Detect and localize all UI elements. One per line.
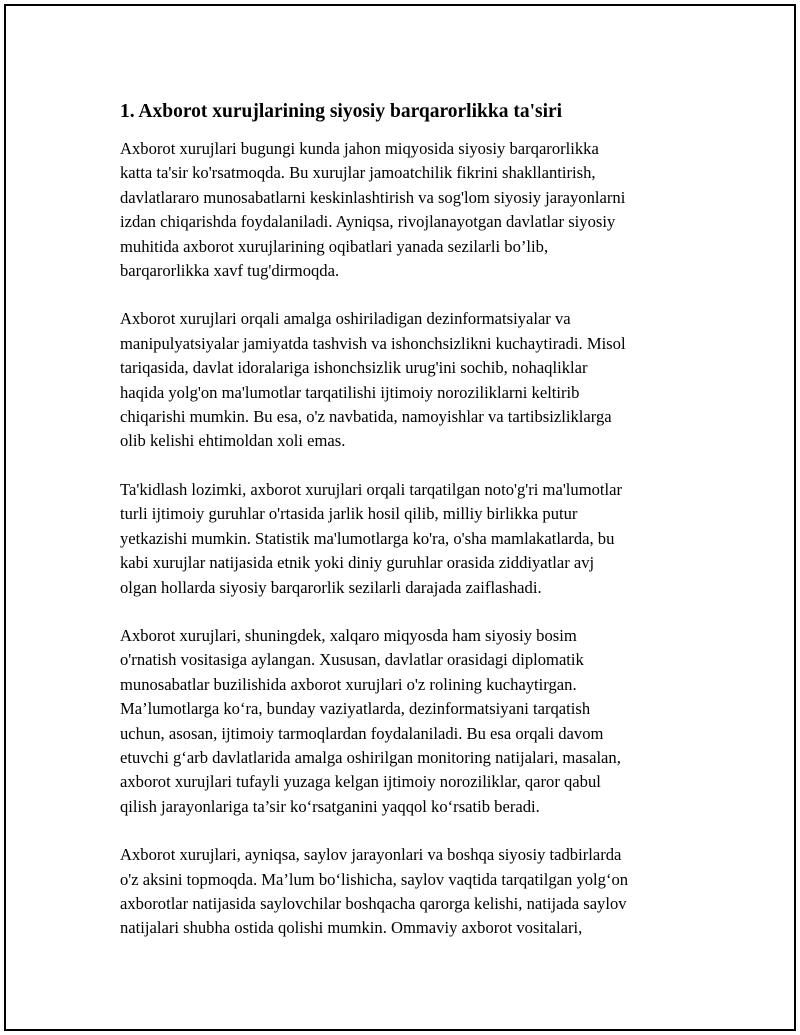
- paragraph-line: Axborot xurujlari orqali amalga oshiriladigan dezinformatsiyalar va: [120, 309, 571, 329]
- paragraph-line: chiqarishi mumkin. Bu esa, o'z navbatida, namoyishlar va tartibsizliklarga: [120, 407, 612, 427]
- paragraph-line: o'z aksini topmoqda. Ma’lum bo‘lishicha, saylov vaqtida tarqatilgan yolg‘on: [120, 869, 629, 889]
- paragraph-line: katta ta'sir ko'rsatmoqda. Bu xurujlar jamoatchilik fikrini shakllantirish,: [120, 163, 596, 183]
- paragraph-line: natijalari shubha ostida qolishi mumkin. Ommaviy axborot vositalari,: [120, 918, 583, 938]
- paragraph-line: etuvchi g‘arb davlatlarida amalga oshirilgan monitoring natijalari, masalan,: [120, 747, 621, 767]
- paragraph-line: olib kelishi ehtimoldan xoli emas.: [120, 431, 346, 451]
- paragraph: [120, 843, 695, 941]
- document-body: [120, 100, 695, 965]
- paragraph-line: turli ijtimoiy guruhlar o'rtasida jarlik hosil qilib, milliy birlikka putur: [120, 504, 578, 524]
- paragraph: [120, 307, 695, 453]
- paragraph-line: qilish jarayonlariga ta’sir ko‘rsatganini yaqqol ko‘rsatib beradi.: [120, 796, 540, 816]
- paragraph-line: kabi xurujlar natijasida etnik yoki diniy guruhlar orasida ziddiyatlar avj: [120, 553, 595, 573]
- paragraph-line: Axborot xurujlari, shuningdek, xalqaro miqyosda ham siyosiy bosim: [120, 625, 577, 645]
- paragraph-line: Ma’lumotlarga ko‘ra, bunday vaziyatlarda, dezinformatsiyani tarqatish: [120, 699, 591, 719]
- paragraph-line: muhitida axborot xurujlarining oqibatlari yanada sezilarli bo’lib,: [120, 236, 549, 256]
- paragraph-line: Ta'kidlash lozimki, axborot xurujlari orqali tarqatilgan noto'g'ri ma'lumotlar: [120, 479, 623, 499]
- paragraph-line: axborot xurujlari tufayli yuzaga kelgan ijtimoiy noroziliklar, qaror qabul: [120, 772, 601, 792]
- paragraph-line: Axborot xurujlari, ayniqsa, saylov jarayonlari va boshqa siyosiy tadbirlarda: [120, 845, 622, 865]
- paragraph: [120, 137, 695, 283]
- document-page: [4, 4, 796, 1031]
- paragraph: [120, 478, 695, 600]
- paragraph-line: tariqasida, davlat idoralariga ishonchsizlik urug'ini sochib, nohaqliklar: [120, 358, 588, 378]
- paragraph-list: [120, 137, 695, 941]
- paragraph-line: munosabatlar buzilishida axborot xurujlari o'z rolining kuchaytirgan.: [120, 674, 577, 694]
- paragraph-line: axborotlar natijasida saylovchilar boshqacha qarorga kelishi, natijada saylov: [120, 893, 627, 913]
- paragraph-line: Axborot xurujlari bugungi kunda jahon miqyosida siyosiy barqarorlikka: [120, 139, 599, 158]
- paragraph-line: manipulyatsiyalar jamiyatda tashvish va ishonchsizlikni kuchaytiradi. Misol: [120, 333, 626, 353]
- paragraph-line: barqarorlikka xavf tug'dirmoqda.: [120, 261, 340, 281]
- paragraph: [120, 624, 695, 819]
- paragraph-line: izdan chiqarishda foydalaniladi. Ayniqsa, rivojlanayotgan davlatlar siyosiy: [120, 212, 616, 232]
- paragraph-line: davlatlararo munosabatlarni keskinlashtirish va sog'lom siyosiy jarayonlarni: [120, 187, 626, 207]
- paragraph-line: uchun, asosan, ijtimoiy tarmoqlardan foydalaniladi. Bu esa orqali davom: [120, 723, 604, 743]
- paragraph-line: haqida yolg'on ma'lumotlar tarqatilishi ijtimoiy noroziliklarni keltirib: [120, 382, 580, 402]
- section-heading: 1. Axborot xurujlarining siyosiy barqarorlikka ta'siri: [120, 101, 563, 122]
- paragraph-line: yetkazishi mumkin. Statistik ma'lumotlarga ko'ra, o'sha mamlakatlarda, bu: [120, 528, 615, 548]
- paragraph-line: o'rnatish vositasiga aylangan. Xususan, davlatlar orasidagi diplomatik: [120, 650, 584, 670]
- paragraph-line: olgan hollarda siyosiy barqarorlik sezilarli darajada zaiflashadi.: [120, 577, 542, 597]
